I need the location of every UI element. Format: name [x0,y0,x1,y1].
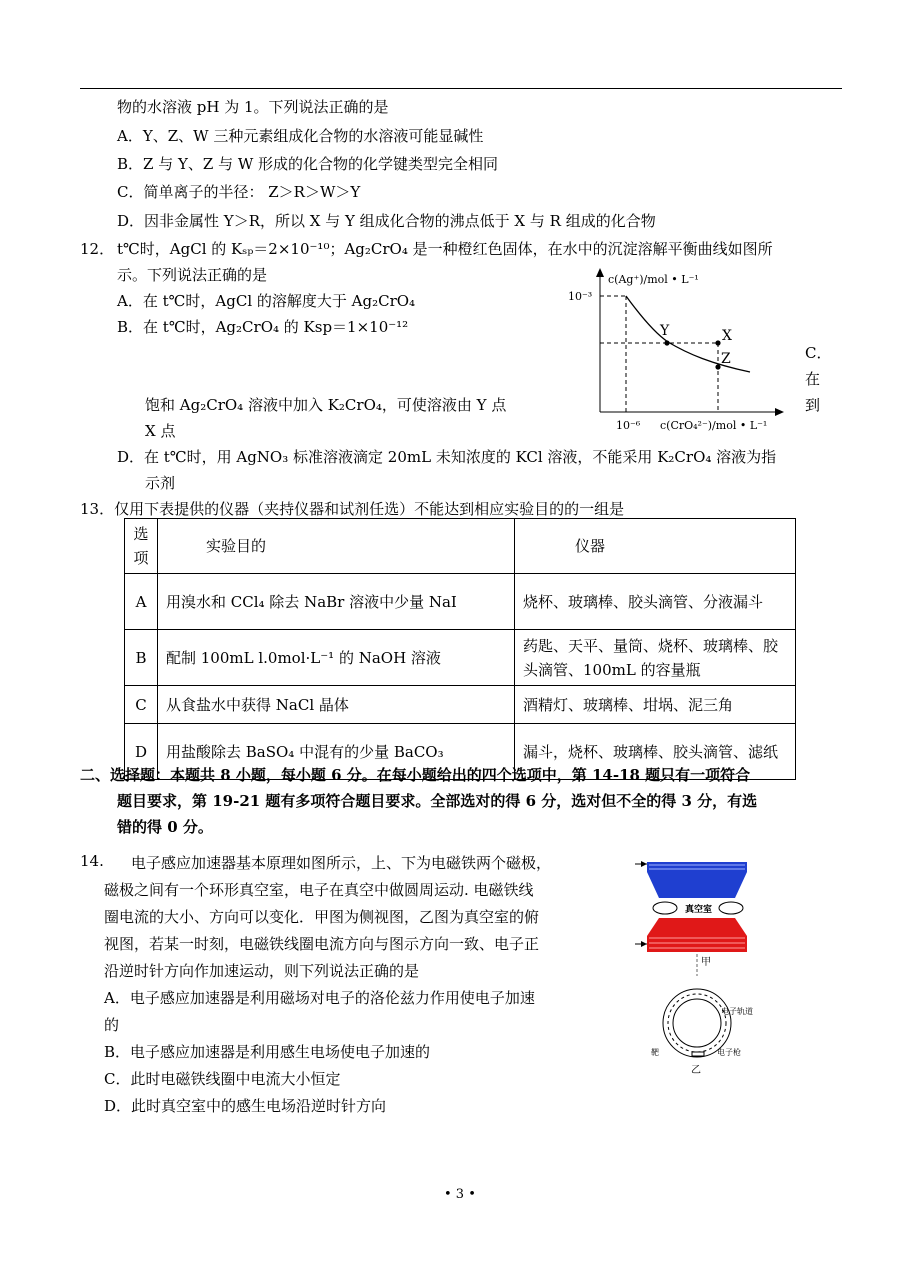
vacuum-chamber-right [719,902,743,914]
row-instruments: 漏斗，烧杯、玻璃棒、胶头滴管、滤纸 [515,724,796,780]
electron-orbit [668,994,726,1052]
label-y: Y [660,323,670,339]
q13-stem: 13．仅用下表提供的仪器（夹持仪器和试剂任选）不能达到相应实验目的的一组是 [80,500,625,518]
vacuum-chamber-left [653,902,677,914]
label-target: 靶 [651,1048,659,1057]
q14-stem-line1: 电子感应加速器基本原理如图所示，上、下为电磁铁两个磁极， [131,854,552,872]
q14-number: 14. [80,852,104,870]
label-z: Z [721,351,731,367]
row-option: D [125,724,158,780]
q11-stem-continued: 物的水溶液 pH 为 1。下列说法正确的是 [117,98,389,116]
point-z [715,364,720,369]
header-rule [80,88,842,89]
q13-options-table [124,518,796,780]
q12-option-b: B．在 t℃时，Ag₂CrO₄ 的 Ksp＝1×10⁻¹² [117,318,409,336]
q12-option-d-line1: D．在 t℃时，用 AgNO₃ 标准溶液滴定 20mL 未知浓度的 KCl 溶液，不能采用 K₂CrO₄ 溶液为指 [117,448,777,466]
point-y [664,340,669,345]
header-purpose: 实验目的 [158,519,515,574]
q14-option-c: C．此时电磁铁线圈中电流大小恒定 [104,1070,341,1088]
q11-option-d: D．因非金属性 Y＞R，所以 X 与 Y 组成化合物的沸点低于 X 与 R 组成的化合物 [117,212,656,230]
q14-option-a-line2: 的 [104,1016,120,1034]
x-tick-label: 10⁻⁶ [616,419,641,432]
q12-option-c-text: 饱和 Ag₂CrO₄ 溶液中加入 K₂CrO₄，可使溶液由 Y 点 [145,396,507,414]
x-axis-label: c(CrO₄²⁻)/mol • L⁻¹ [660,419,768,432]
q12-option-c-text2: X 点 [145,422,176,440]
upper-current-arrow [641,861,647,867]
section2-line3: 错的得 0 分。 [117,818,213,836]
row-instruments: 药匙、天平、量筒、烧杯、玻璃棒、胶头滴管、100mL 的容量瓶 [515,630,796,686]
row-option: C [125,686,158,724]
label-jia: 甲 [701,957,711,968]
q12-option-c-label: C． [805,344,832,362]
q14-option-a-line1: A．电子感应加速器是利用磁场对电子的洛伦兹力作用使电子加速 [104,989,535,1007]
header-option: 选项 [125,519,158,574]
table-row [125,574,796,630]
point-x [715,340,720,345]
inner-ring [673,999,721,1047]
vacuum-chamber-label: 真空室 [685,905,713,915]
row-option: B [125,630,158,686]
q12-stem-line1: t℃时，AgCl 的 Kₛₚ＝2×10⁻¹⁰；Ag₂CrO₄ 是一种橙红色固体，在水中的沉淀溶解平衡曲线如图所 [117,240,773,258]
q14-option-b: B．电子感应加速器是利用感生电场使电子加速的 [104,1043,431,1061]
lower-current-arrow [641,941,647,947]
y-axis-arrow [596,268,604,277]
electron-gun [692,1052,704,1056]
label-track: 电子轨道 [721,1007,753,1016]
row-instruments: 酒精灯、玻璃棒、坩埚、泥三角 [515,686,796,724]
q14-option-d: D．此时真空室中的感生电场沿逆时针方向 [104,1097,387,1115]
q11-option-c: C．简单离子的半径： Z＞R＞W＞Y [117,183,361,201]
section2-line2: 题目要求，第 19-21 题有多项符合题目要求。全部选对的得 6 分，选对但不全的得 3 分，有选 [117,792,758,810]
q14-stem-line2: 磁极之间有一个环形真空室，电子在真空中做圆周运动. 电磁铁线 [104,881,534,899]
accelerator-figure [635,858,775,1080]
label-x: X [722,328,732,344]
q11-option-b: B．Z 与 Y、Z 与 W 形成的化合物的化学键类型完全相同 [117,155,499,173]
q12-option-c-dao: 到 [805,396,821,414]
lower-magnet-pole [647,918,747,952]
row-purpose: 从食盐水中获得 NaCl 晶体 [158,686,515,724]
row-option: A [125,574,158,630]
table-row [125,630,796,686]
label-yi: 乙 [691,1065,701,1076]
q12-number: 12． [80,240,115,258]
row-purpose: 用盐酸除去 BaSO₄ 中混有的少量 BaCO₃ [158,724,515,780]
q12-option-c-zai: 在 [805,370,821,388]
header-instruments: 仪器 [515,519,796,574]
row-purpose: 配制 100mL l.0mol·L⁻¹ 的 NaOH 溶液 [158,630,515,686]
x-axis-arrow [775,408,784,416]
table-header-row [125,519,796,574]
y-axis-label: c(Ag⁺)/mol • L⁻¹ [608,273,699,286]
row-instruments: 烧杯、玻璃棒、胶头滴管、分液漏斗 [515,574,796,630]
page-number: • 3 • [444,1187,476,1202]
label-gun: 电子枪 [717,1048,741,1057]
y-tick-label: 10⁻³ [568,290,593,303]
q14-stem-line3: 圈电流的大小、方向可以变化．甲图为侧视图，乙图为真空室的俯 [104,908,540,926]
row-purpose: 用溴水和 CCl₄ 除去 NaBr 溶液中少量 NaI [158,574,515,630]
q14-stem-line4: 视图，若某一时刻，电磁铁线圈电流方向与图示方向一致、电子正 [104,935,540,953]
upper-magnet-pole [647,862,747,898]
q12-option-d-line2: 示剂 [145,474,176,492]
solubility-curve-graph [560,262,795,440]
table-row [125,686,796,724]
section2-line1: 二、选择题：本题共 8 小题，每小题 6 分。在每小题给出的四个选项中，第 14-18 题只有一项符合 [80,766,751,784]
q14-stem-line5: 沿逆时针方向作加速运动，则下列说法正确的是 [104,962,420,980]
q12-option-a: A．在 t℃时，AgCl 的溶解度大于 Ag₂CrO₄ [117,292,416,310]
q11-option-a: A．Y、Z、W 三种元素组成化合物的水溶液可能显碱性 [117,127,484,145]
q12-stem-line2: 示。下列说法正确的是 [117,266,268,284]
